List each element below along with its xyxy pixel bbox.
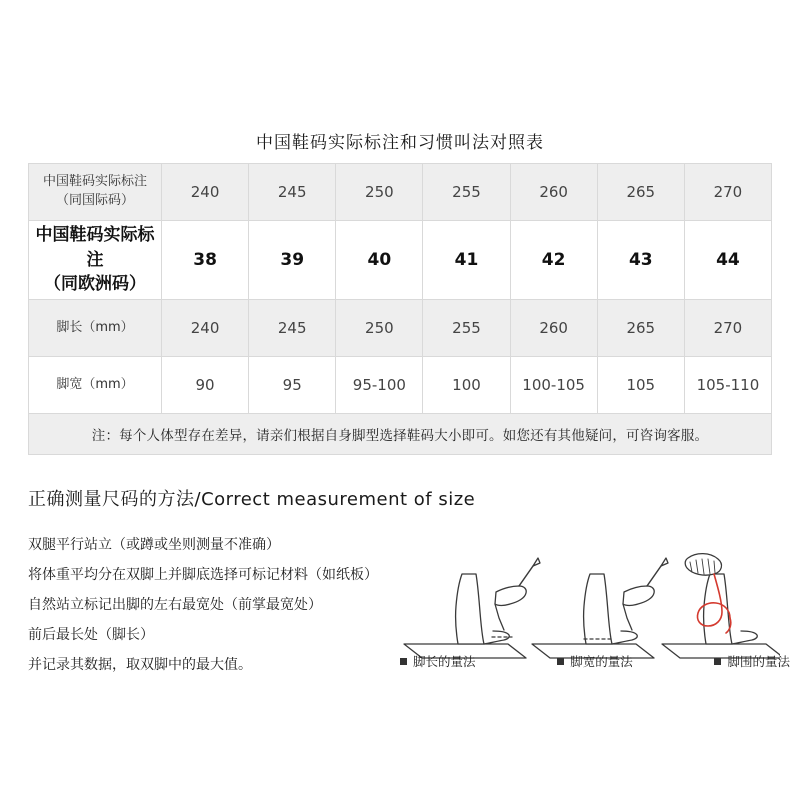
row-header-line2: （同欧洲码）: [44, 274, 146, 295]
caption-foot-width: [557, 652, 633, 670]
row-header: [29, 164, 162, 221]
cell: 42: [510, 221, 597, 300]
cell: 95: [249, 356, 336, 413]
cell: 260: [510, 299, 597, 356]
cell: 105-110: [684, 356, 771, 413]
list-item: 前后最长处（脚长）: [28, 627, 154, 643]
cell: 100: [423, 356, 510, 413]
table-row: [29, 299, 772, 356]
row-header-line2: （同国际码）: [55, 193, 134, 208]
caption-foot-length: [400, 652, 476, 670]
list-item: 将体重平均分在双脚上并脚底选择可标记材料（如纸板）: [28, 567, 378, 583]
cell: 240: [162, 299, 249, 356]
cell: 255: [423, 299, 510, 356]
list-item: 自然站立标记出脚的左右最宽处（前掌最宽处）: [28, 597, 322, 613]
table-note-row: [29, 413, 772, 454]
cell: 90: [162, 356, 249, 413]
cell: 265: [597, 299, 684, 356]
cell: 100-105: [510, 356, 597, 413]
cell: 270: [684, 299, 771, 356]
row-header-line1: 脚宽（mm）: [56, 376, 134, 392]
cell: 245: [249, 299, 336, 356]
bullet-square-icon: [400, 658, 407, 665]
caption-label: 脚宽的量法: [570, 654, 633, 669]
table-row: [29, 221, 772, 300]
bullet-square-icon: [714, 658, 721, 665]
caption-label: 脚围的量法: [727, 654, 790, 669]
cell: 95-100: [336, 356, 423, 413]
cell: 250: [336, 164, 423, 221]
row-header: [29, 221, 162, 300]
cell: 44: [684, 221, 771, 300]
cell: 260: [510, 164, 597, 221]
row-header-line1: 脚长（mm）: [56, 319, 134, 335]
cell: 40: [336, 221, 423, 300]
table-note: 注：每个人体型存在差异，请亲们根据自身脚型选择鞋码大小即可。如您还有其他疑问，可咨询客服。: [29, 413, 772, 454]
list-item: 双腿平行站立（或蹲或坐则测量不准确）: [28, 537, 280, 553]
row-header: [29, 356, 162, 413]
table-row: [29, 356, 772, 413]
measurement-steps: [28, 530, 408, 680]
cell: 39: [249, 221, 336, 300]
cell: 270: [684, 164, 771, 221]
measurement-heading: 正确测量尺码的方法/Correct measurement of size: [28, 489, 476, 510]
page-title: 中国鞋码实际标注和习惯叫法对照表: [256, 133, 544, 153]
row-header: [29, 299, 162, 356]
cell: 43: [597, 221, 684, 300]
caption-foot-girth: [714, 652, 790, 670]
table-row: [29, 164, 772, 221]
caption-label: 脚长的量法: [413, 654, 476, 669]
cell: 245: [249, 164, 336, 221]
list-item: 并记录其数据，取双脚中的最大值。: [28, 657, 252, 673]
illustration-captions: [400, 652, 790, 670]
cell: 250: [336, 299, 423, 356]
cell: 105: [597, 356, 684, 413]
cell: 255: [423, 164, 510, 221]
row-header-line1: 中国鞋码实际标注: [35, 225, 155, 270]
cell: 38: [162, 221, 249, 300]
cell: 41: [423, 221, 510, 300]
bullet-square-icon: [557, 658, 564, 665]
shoe-size-table: [28, 163, 772, 455]
row-header-line1: 中国鞋码实际标注: [42, 174, 147, 190]
cell: 240: [162, 164, 249, 221]
cell: 265: [597, 164, 684, 221]
